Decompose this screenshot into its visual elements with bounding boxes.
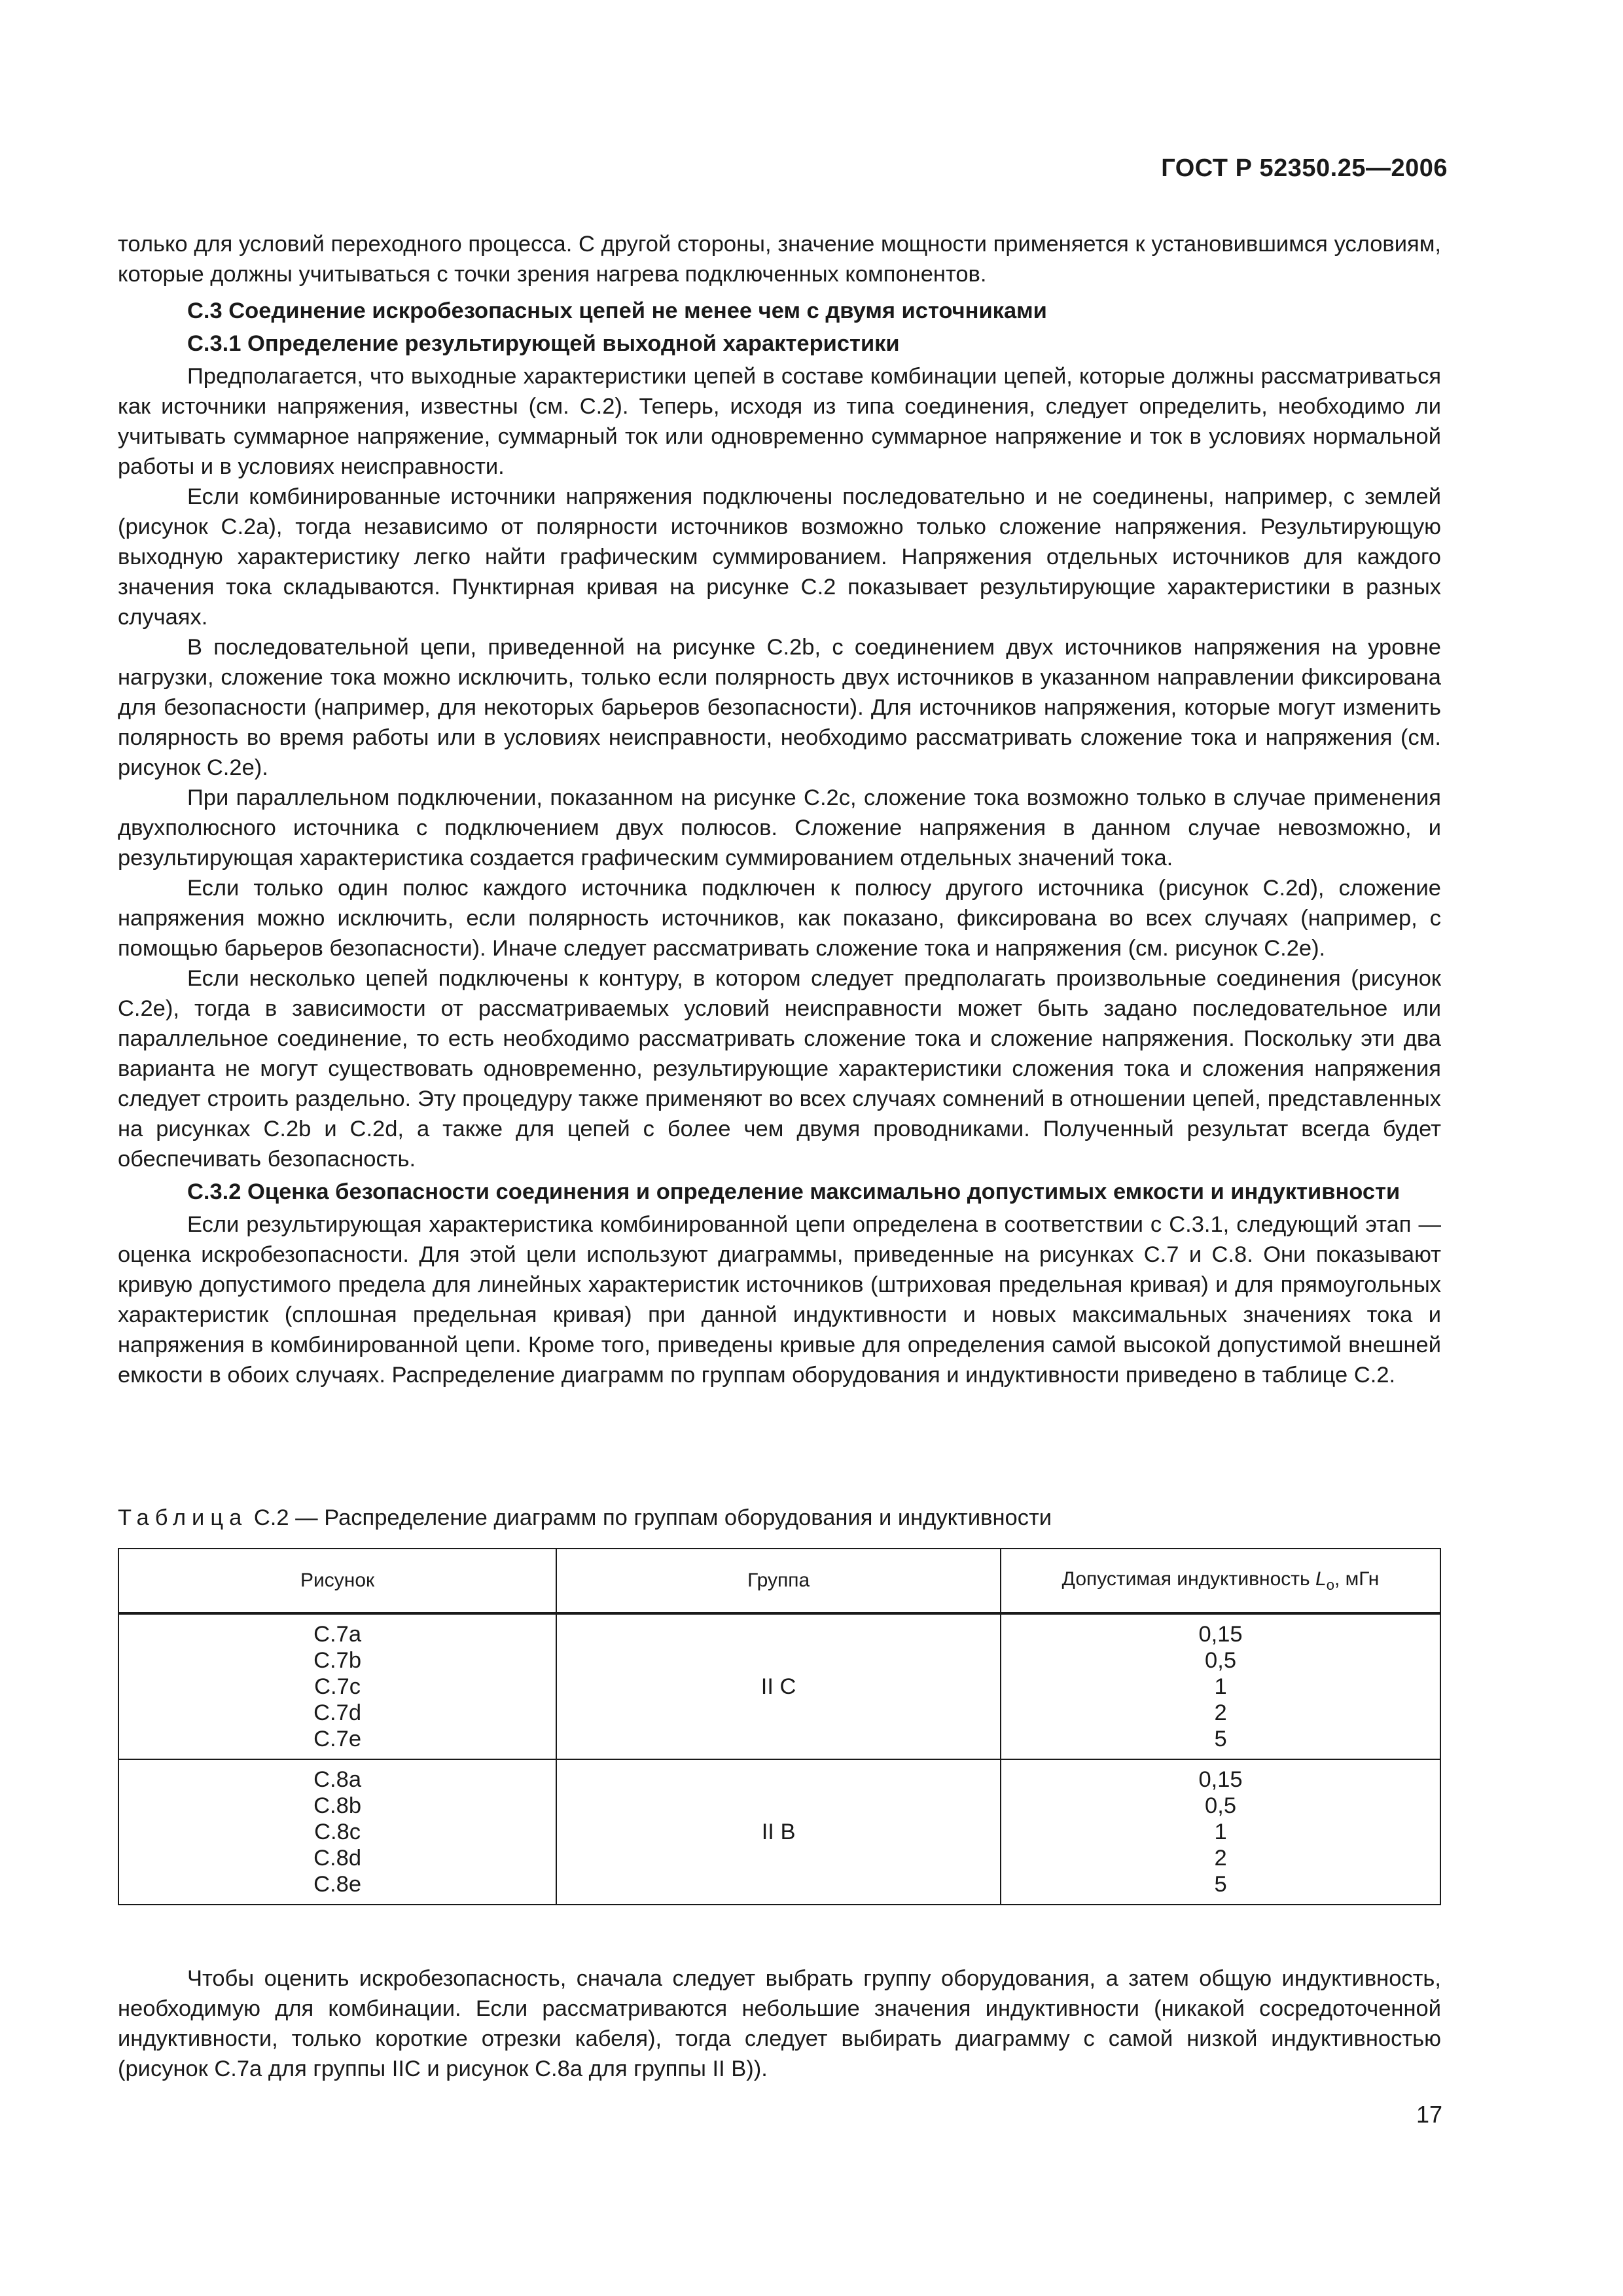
paragraph: только для условий переходного процесса. С другой стороны, значение мощности применяется к установившимся условиям, которые должны учитываться с точки зрения нагрева подключенных компонентов. <box>118 232 1441 287</box>
paragraph: Если только один полюс каждого источника подключен к полюсу другого источника (рисунок С.2d), сложение напряжения можно исключить, если полярность источников, как показано, фиксирована во всех случаях (например, с помощью барьеров безопасности). Иначе следует рассматривать сложение тока и напряжения (см. рисунок С.2е). <box>118 876 1441 961</box>
table-header-row <box>118 1549 1440 1613</box>
figure-cell: С.8a С.8b С.8c С.8d С.8e <box>118 1759 556 1905</box>
paragraph: Чтобы оценить искробезопасность, сначала следует выбрать группу оборудования, а затем общую индуктивность, необходимую для комбинации. Если рассматриваются небольшие значения индуктивности (никакой сосредоточенной индуктивности, только короткие отрезки кабеля), тогда следует выбирать диаграмму с самой низкой индуктивностью (рисунок С.7а для группы IIС и рисунок С.8а для группы II В)). <box>118 1966 1441 2081</box>
table-row <box>118 1613 1440 1759</box>
page-number: 17 <box>1416 2101 1442 2128</box>
document-designation: ГОСТ Р 52350.25—2006 <box>1161 154 1448 182</box>
paragraph: Предполагается, что выходные характеристики цепей в составе комбинации цепей, которые должны рассматриваться как источники напряжения, известны (см. С.2). Теперь, исходя из типа соединения, следует определить, необходимо ли учитывать суммарное напряжение, суммарный ток или одновременно суммарное напряжение и ток в условиях нормальной работы и в условиях неисправности. <box>118 364 1441 479</box>
table-row <box>118 1759 1440 1905</box>
paragraph: В последовательной цепи, приведенной на рисунке С.2b, с соединением двух источников напряжения на уровне нагрузки, сложение тока можно исключить, только если полярность двух источников в указанном направлении фиксирована для безопасности (например, для некоторых барьеров безопасности). Для источников напряжения, которые могут изменить полярность во время работы или в условиях неисправности, необходимо рассматривать сложение тока и напряжения (см. рисунок С.2е). <box>118 635 1441 780</box>
section-heading-c32: С.3.2 Оценка безопасности соединения и определение максимально допустимых емкости и индуктивности <box>187 1179 1400 1204</box>
header-inductance: Допустимая индуктивность $L_o$, мГн <box>1001 1549 1440 1613</box>
figure-cell: С.7a С.7b С.7c С.7d С.7e <box>118 1613 556 1759</box>
section-heading-c31: С.3.1 Определение результирующей выходной характеристики <box>187 331 900 356</box>
inductance-cell: 0,15 0,5 1 2 5 <box>1001 1613 1440 1759</box>
paragraph: Если несколько цепей подключены к контуру, в котором следует предполагать произвольные соединения (рисунок С.2е), тогда в зависимости от рассматриваемых условий неисправности может быть задано последовательное или параллельное соединение, то есть необходимо рассматривать сложение тока и сложение напряжения. Поскольку эти два варианта не могут существовать одновременно, результирующие характеристики сложения тока и сложения напряжения следует строить раздельно. Эту процедуру также применяют во всех случаях сомнений в отношении цепей, представленных на рисунках С.2b и С.2d, а также для цепей с более чем двумя проводниками. Полученный результат всегда будет обеспечивать безопасность. <box>118 966 1441 1172</box>
main-text <box>118 229 1441 1390</box>
header-figure: Рисунок <box>118 1549 556 1613</box>
header-group: Группа <box>556 1549 1001 1613</box>
closing-text <box>118 1964 1441 2084</box>
table-caption-label: Таблица <box>118 1505 248 1530</box>
table-caption <box>118 1505 1052 1531</box>
section-heading-c3: С.3 Соединение искробезопасных цепей не менее чем с двумя источниками <box>187 298 1047 323</box>
paragraph: Если результирующая характеристика комбинированной цепи определена в соответствии с С.3.1, следующий этап — оценка искробезопасности. Для этой цели используют диаграммы, приведенные на рисунках С.7 и С.8. Они показывают кривую допустимого предела для линейных характеристик источников (штриховая предельная кривая) и для прямоугольных характеристик (сплошная предельная кривая) при данной индуктивности и новых максимальных значениях тока и напряжения в комбинированной цепи. Кроме того, приведены кривые для определения самой высокой допустимой внешней емкости в обоих случаях. Распределение диаграмм по группам оборудования и индуктивности приведено в таблице С.2. <box>118 1212 1441 1388</box>
paragraph: При параллельном подключении, показанном на рисунке С.2с, сложение тока возможно только в случае применения двухполюсного источника с подключением двух полюсов. Сложение напряжения в данном случае невозможно, и результирующая характеристика создается графическим суммированием отдельных значений тока. <box>118 785 1441 870</box>
diagram-distribution-table <box>118 1548 1441 1905</box>
group-cell: II B <box>556 1759 1001 1905</box>
inductance-cell: 0,15 0,5 1 2 5 <box>1001 1759 1440 1905</box>
group-cell: II C <box>556 1613 1001 1759</box>
paragraph: Если комбинированные источники напряжения подключены последовательно и не соединены, например, с землей (рисунок С.2а), тогда независимо от полярности источников возможно только сложение напряжения. Результирующую выходную характеристику легко найти графическим суммированием. Напряжения отдельных источников для каждого значения тока складываются. Пунктирная кривая на рисунке С.2 показывает результирующие характеристики в разных случаях. <box>118 484 1441 630</box>
table-caption-text: С.2 — Распределение диаграмм по группам оборудования и индуктивности <box>253 1505 1052 1530</box>
